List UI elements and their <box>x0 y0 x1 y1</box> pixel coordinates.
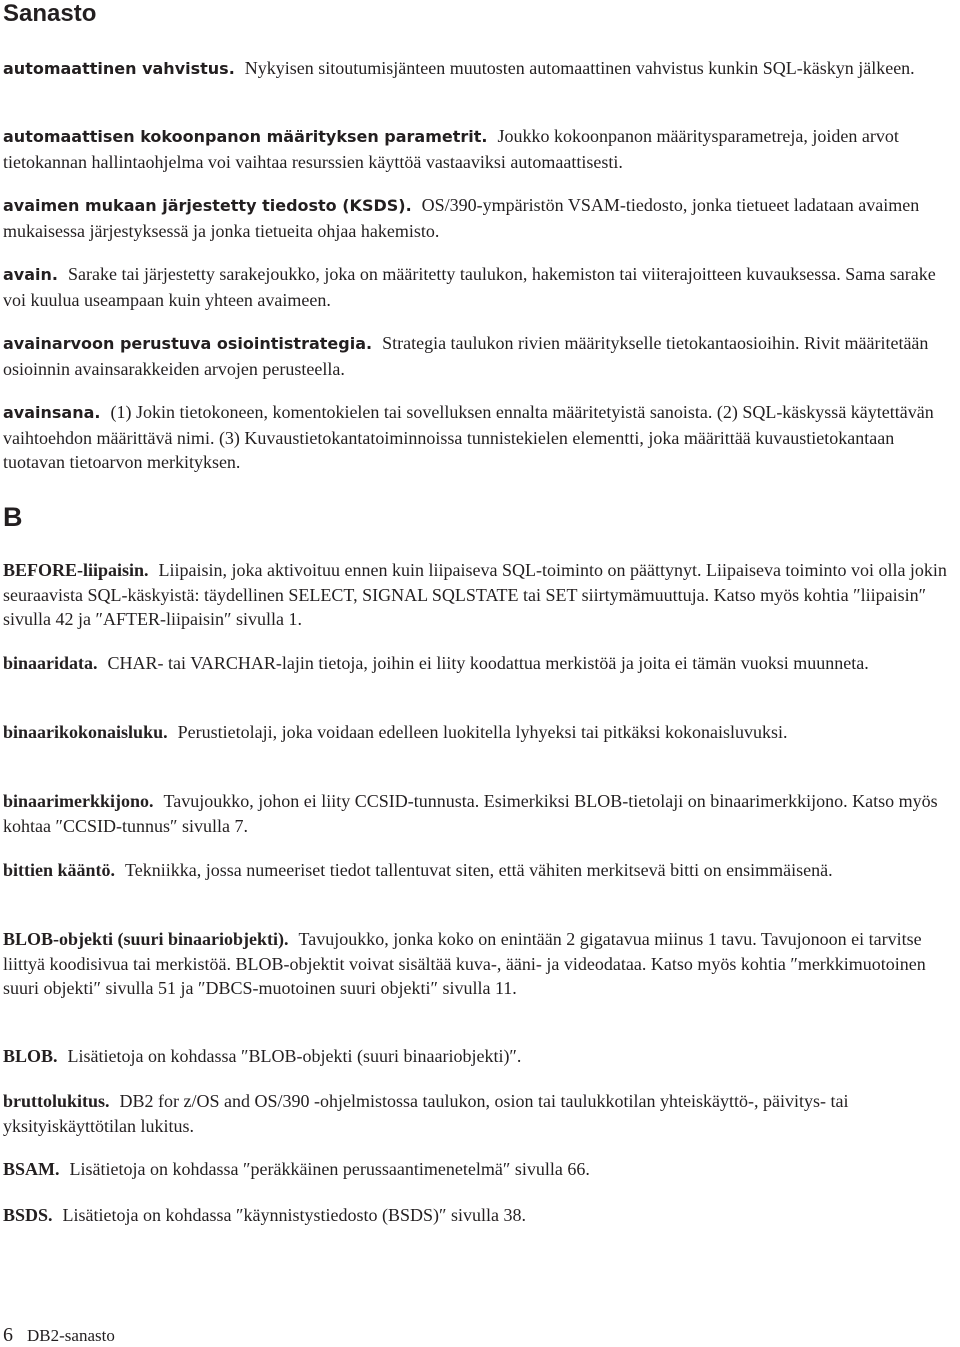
entry-definition: Lisätietoja on kohdassa ″käynnistystiedosto (BSDS)″ sivulla 38. <box>62 1205 526 1225</box>
entry-term: BLOB. <box>3 1046 58 1066</box>
entry-definition: OS/390-ympäristön VSAM-tiedosto, jonka tietueet ladataan avaimen mukaisessa järjestyksessä ja jonka tietueita ohjaa hakemisto. <box>3 195 920 241</box>
glossary-entry <box>3 56 953 82</box>
glossary-entry <box>3 651 953 676</box>
entry-definition: Nykyisen sitoutumisjänteen muutosten automaattinen vahvistus kunkin SQL-käskyn jälkeen. <box>244 58 915 78</box>
glossary-entry <box>3 720 953 745</box>
footer-document-title: DB2-sanasto <box>27 1326 115 1345</box>
entry-term: bruttolukitus. <box>3 1091 110 1111</box>
entry-term: BSAM. <box>3 1159 60 1179</box>
entry-term: binaarikokonaisluku. <box>3 722 168 742</box>
entry-term: binaaridata. <box>3 653 98 673</box>
entry-term: BSDS. <box>3 1205 53 1225</box>
entry-term: avaimen mukaan järjestetty tiedosto (KSDS). <box>3 196 412 215</box>
glossary-entry <box>3 1157 953 1182</box>
entry-term: avainarvoon perustuva osiointistrategia. <box>3 334 373 353</box>
entry-definition: Lisätietoja on kohdassa ″peräkkäinen perussaantimenetelmä″ sivulla 66. <box>69 1159 590 1179</box>
entry-term: avain. <box>3 265 58 284</box>
entry-term: automaattisen kokoonpanon määrityksen parametrit. <box>3 127 488 146</box>
entry-definition: Perustietolaji, joka voidaan edelleen luokitella lyhyeksi tai pitkäksi kokonaisluvuksi. <box>177 722 788 742</box>
glossary-entry <box>3 400 953 475</box>
entry-definition: Sarake tai järjestetty sarakejoukko, joka on määritetty taulukon, hakemiston tai viiterajoitteen kuvauksessa. Sama sarake voi kuulua useampaan kuin yhteen avaimeen. <box>3 264 936 310</box>
glossary-entry <box>3 262 953 312</box>
entry-definition: Strategia taulukon rivien määritykselle tietokantaosioihin. Rivit määritetään osioinnin avainsarakkeiden arvojen perusteella. <box>3 333 929 379</box>
entry-definition: (1) Jokin tietokoneen, komentokielen tai sovelluksen ennalta määritetyistä sanoista. (2) SQL-käskyssä käytettävän vaihtoehdon määrittävä nimi. (3) Kuvaustietokantatoiminnoissa tunnistekielen elementti, joka määrittää kuvaustietokantaan tuotavan tietoarvon merkityksen. <box>3 402 934 472</box>
page-footer <box>3 1324 115 1347</box>
entry-definition: CHAR- tai VARCHAR-lajin tietoja, joihin ei liity koodattua merkistöä ja joita ei tämän vuoksi muunneta. <box>107 653 869 673</box>
glossary-entry <box>3 1089 953 1138</box>
section-letter-heading: B <box>3 502 23 532</box>
glossary-entry <box>3 1044 953 1069</box>
glossary-entry <box>3 558 953 632</box>
entry-definition: Tavujoukko, johon ei liity CCSID-tunnusta. Esimerkiksi BLOB-tietolaji on binaarimerkkijono. Katso myös kohtaa ″CCSID-tunnus″ sivulla 7. <box>3 791 938 836</box>
page-title: Sanasto <box>3 0 97 27</box>
entry-definition: Tavujoukko, jonka koko on enintään 2 gigatavua miinus 1 tavu. Tavujonoon ei tarvitse liittyä koodisivua tai merkistöä. BLOB-objektit voivat sisältää kuva-, ääni- ja videodataa. Katso myös kohtia ″merkkimuotoinen suuri objekti″ sivulla 51 ja ″DBCS-muotoinen suuri objekti″ sivulla 11. <box>3 929 926 998</box>
entry-term: binaarimerkkijono. <box>3 791 154 811</box>
page-number: 6 <box>3 1324 13 1346</box>
entry-definition: Joukko kokoonpanon määritysparametreja, joiden arvot tietokannan hallintaohjelma voi vaihtaa resurssien käyttöä vastaaviksi automaattisesti. <box>3 126 899 172</box>
glossary-entry <box>3 193 953 243</box>
entry-definition: Liipaisin, joka aktivoituu ennen kuin liipaiseva SQL-toiminto on päättynyt. Liipaiseva toiminto voi olla jokin seuraavista SQL-käskyistä: täydellinen SELECT, SIGNAL SQLSTATE tai SET siirtymämuuttuja. Katso myös kohtia ″liipaisin″ sivulla 42 ja ″AFTER-liipaisin″ sivulla 1. <box>3 560 947 629</box>
glossary-entry <box>3 927 953 1001</box>
glossary-entry <box>3 789 953 838</box>
entry-definition: Lisätietoja on kohdassa ″BLOB-objekti (suuri binaariobjekti)″. <box>67 1046 522 1066</box>
entry-term: BLOB-objekti (suuri binaariobjekti). <box>3 929 289 949</box>
entry-term: automaattinen vahvistus. <box>3 59 235 78</box>
glossary-entry <box>3 858 953 883</box>
entry-term: bittien kääntö. <box>3 860 116 880</box>
entry-term: BEFORE-liipaisin. <box>3 560 149 580</box>
entry-definition: DB2 for z/OS and OS/390 -ohjelmistossa taulukon, osion tai taulukkotilan yhteiskäyttö-, päivitys- tai yksityiskäyttötilan lukitus. <box>3 1091 849 1136</box>
glossary-entry <box>3 331 953 381</box>
glossary-entry <box>3 1203 953 1228</box>
entry-term: avainsana. <box>3 403 101 422</box>
glossary-entry <box>3 124 953 174</box>
entry-definition: Tekniikka, jossa numeeriset tiedot tallentuvat siten, että vähiten merkitsevä bitti on ensimmäisenä. <box>125 860 833 880</box>
